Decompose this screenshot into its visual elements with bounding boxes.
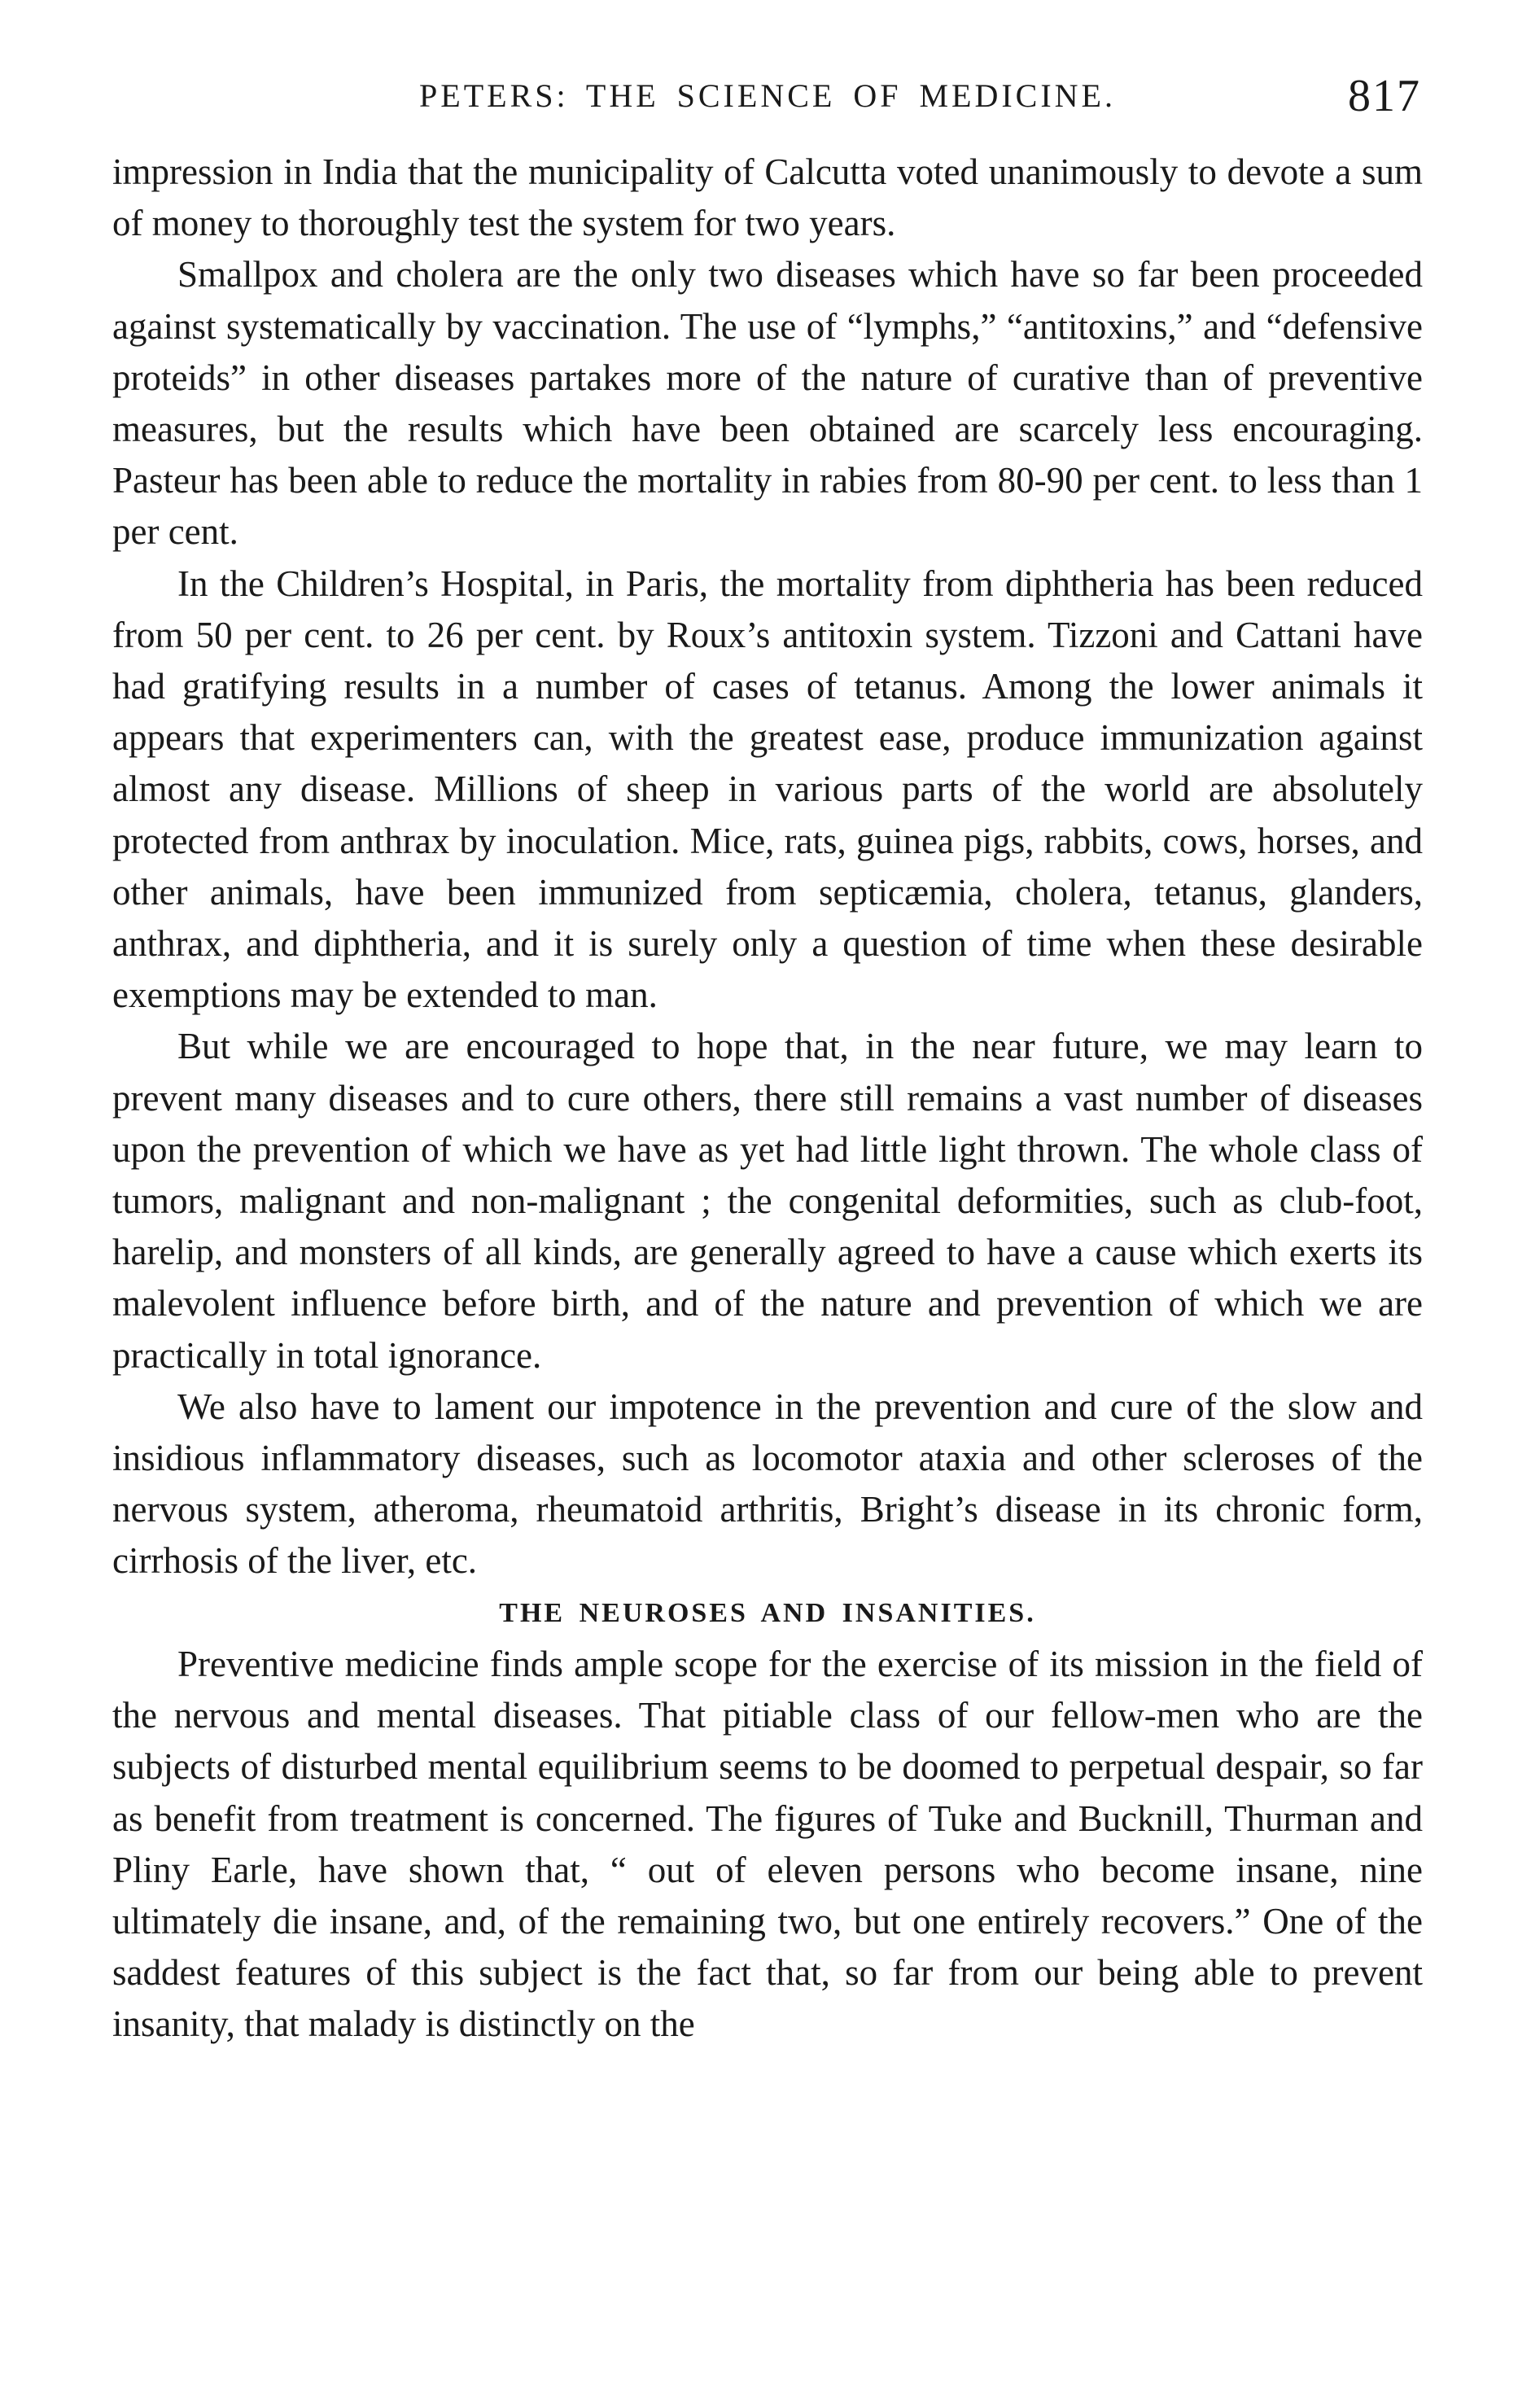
running-title: PETERS: THE SCIENCE OF MEDICINE. — [419, 77, 1116, 114]
page-number: 817 — [1348, 71, 1421, 121]
paragraph-unknown-causes: But while we are encouraged to hope that, in the near future, we may learn to prevent many diseases and to cure others, there still remains a vast number of diseases upon the prevention of which we have as yet had little light thrown. The whole class of tumors, malignant and non-malignant ; the congenital deformities, such as club-foot, harelip, and monsters of all kinds, are generally agreed to have a cause which exerts its malevolent influence before birth, and of the nature and prevention of which we are practically in total ignorance. — [112, 1026, 1423, 1376]
paragraph-antitoxin: In the Children’s Hospital, in Paris, the mortality from diphtheria has been reduced from 50 per cent. to 26 per cent. by Roux’s antitoxin system. Tizzoni and Cattani have had gratifying results in a number of cases of tetanus. Among the lower animals it appears that experimenters can, with the greatest ease, produce immunization against almost any disease. Millions of sheep in various parts of the world are absolutely protected from anthrax by inoculation. Mice, rats, guinea pigs, rabbits, cows, horses, and other animals, have been immunized from septicæmia, cholera, tetanus, glanders, anthrax, and diphtheria, and it is surely only a question of time when these desirable exemptions may be extended to man. — [112, 563, 1423, 1016]
paragraph-continued: impression in India that the municipality of Calcutta voted unanimously to devote a sum of money to thoroughly test the system for two years. — [112, 151, 1423, 244]
section-heading: THE NEUROSES AND INSANITIES. — [499, 1597, 1036, 1628]
paragraph-neuroses: Preventive medicine finds ample scope for the exercise of its mission in the field of the nervous and mental diseases. That pitiable class of our fellow-men who are the subjects of disturbed mental equilibrium seems to be doomed to perpetual despair, so far as benefit from treatment is concerned. The figures of Tuke and Bucknill, Thurman and Pliny Earle, have shown that, “ out of eleven persons who become insane, nine ultimately die insane, and, of the remaining two, but one entirely recovers.” One of the saddest features of this subject is the fact that, so far from our being able to prevent insanity, that malady is distinctly on the — [112, 1643, 1423, 2045]
running-head — [112, 73, 1423, 147]
paragraph-vaccination: Smallpox and cholera are the only two diseases which have so far been proceeded against systematically by vaccination. The use of “lymphs,” “antitoxins,” and “defensive proteids” in other diseases partakes more of the nature of curative than of preventive measures, but the results which have been obtained are scarcely less encouraging. Pasteur has been able to reduce the mortality in rabies from 80-90 per cent. to less than 1 per cent. — [112, 254, 1423, 553]
book-page — [112, 73, 1423, 2051]
paragraph-inflammatory-diseases: We also have to lament our impotence in the prevention and cure of the slow and insidious inflammatory diseases, such as locomotor ataxia and other scleroses of the nervous system, atheroma, rheumatoid arthritis, Bright’s disease in its chronic form, cirrhosis of the liver, etc. — [112, 1386, 1423, 1582]
body-text — [112, 147, 1423, 2051]
